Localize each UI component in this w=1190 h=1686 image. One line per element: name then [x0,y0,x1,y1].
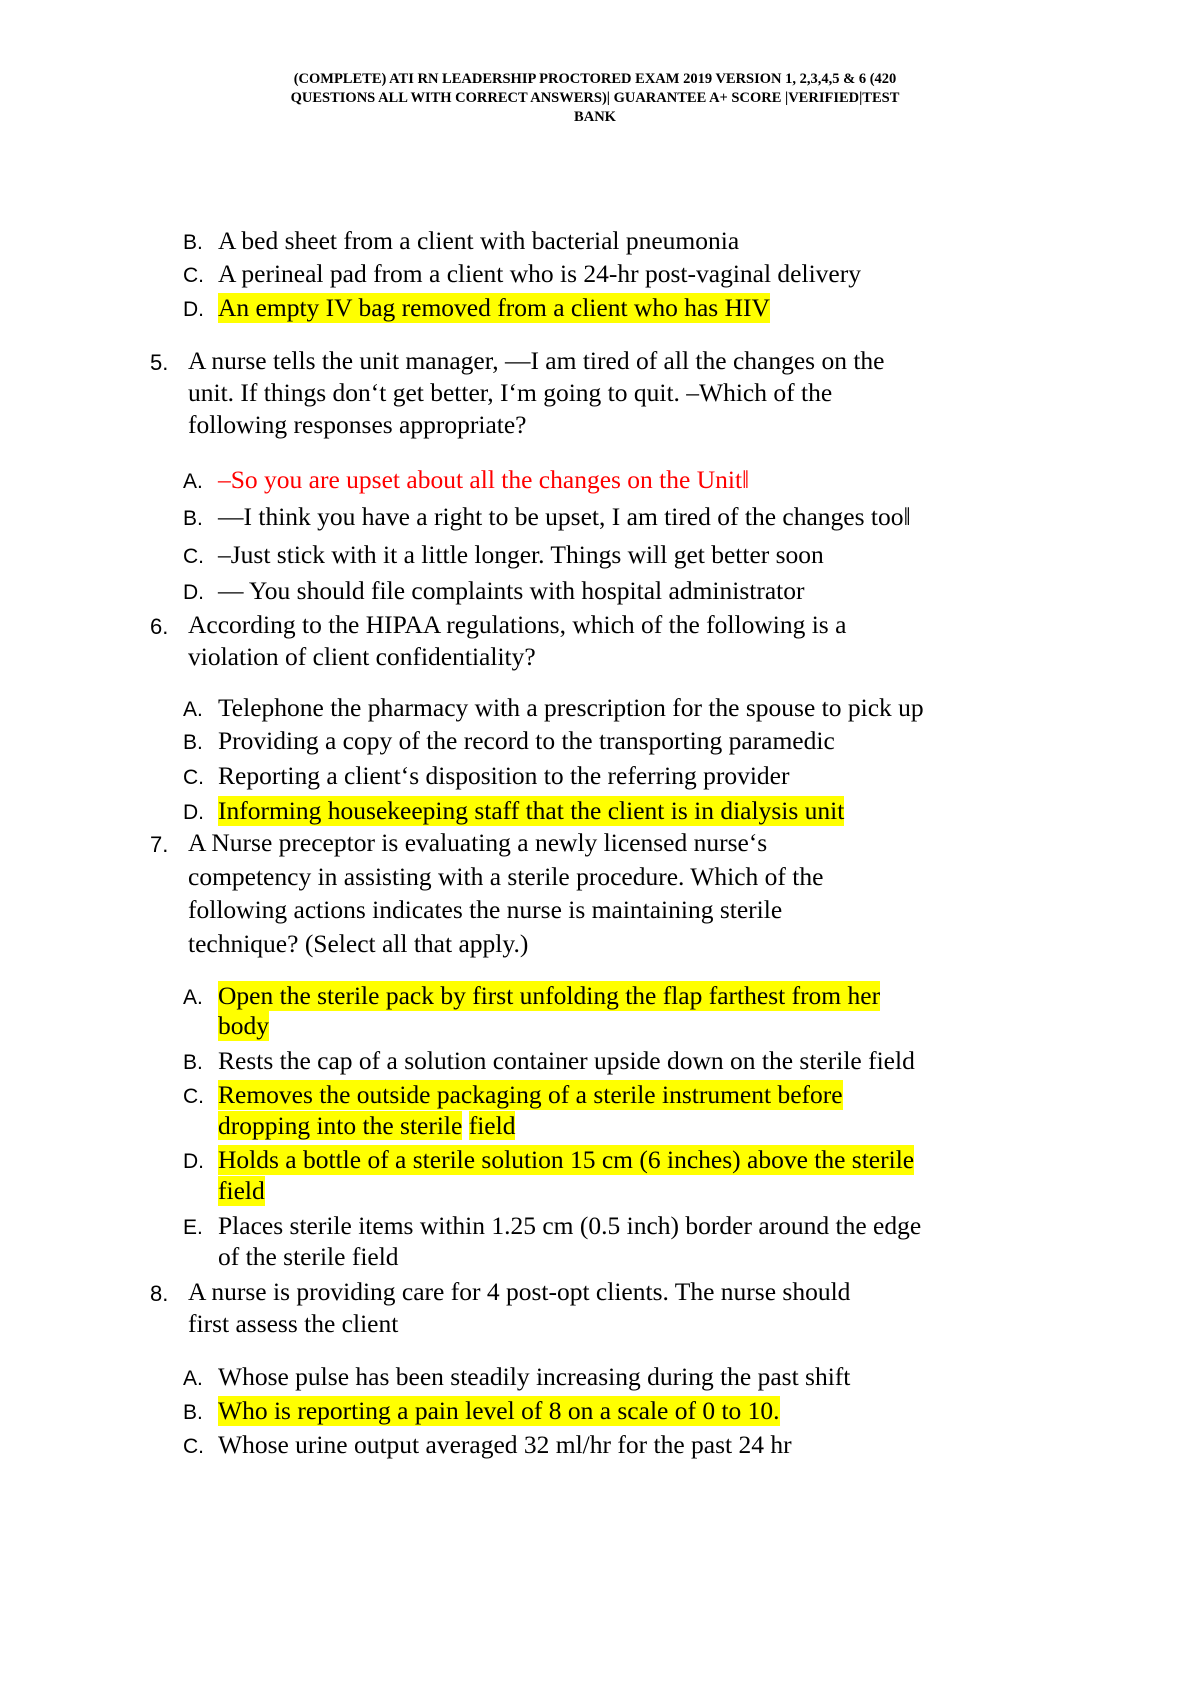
option-text: Whose pulse has been steadily increasing during the past shift [218,1362,851,1391]
option-letter: C. [183,264,204,287]
document-header [200,70,990,127]
option-letter: D. [183,581,204,604]
option-text: A bed sheet from a client with bacterial pneumonia [218,226,740,255]
option-text: Telephone the pharmacy with a prescription for the spouse to pick up [218,693,924,722]
option-text: of the sterile field [218,1242,399,1271]
option-text: A perineal pad from a client who is 24-hr post-vaginal delivery [218,259,861,288]
option-text: Rests the cap of a solution container upside down on the sterile field [218,1046,915,1075]
header-line-2: QUESTIONS ALL WITH CORRECT ANSWERS)| GUARANTEE A+ SCORE |VERIFIED|TEST [290,90,900,106]
highlighted-answer: body [218,1011,269,1040]
option-letter: B. [183,731,203,754]
option-letter: C. [183,1085,204,1108]
option-letter: B. [183,507,203,530]
option-letter: E. [183,1216,203,1239]
option-text: Whose urine output averaged 32 ml/hr for the past 24 hr [218,1430,792,1459]
highlighted-answer: field [218,1176,265,1205]
option-letter: B. [183,1401,203,1424]
option-letter: B. [183,231,203,254]
option-letter: B. [183,1051,203,1074]
correct-answer-text: –So you are upset about all the changes on the Unit‖ [218,465,750,494]
option-text: — You should file complaints with hospital administrator [218,576,805,605]
highlighted-answer: field [468,1111,516,1140]
question-number: 8. [150,1281,169,1306]
question-number: 6. [150,614,169,639]
option-letter: C. [183,1435,204,1458]
highlighted-answer: Open the sterile pack by first unfolding the flap farthest from her [218,981,881,1010]
option-text: –Just stick with it a little longer. Things will get better soon [218,540,824,569]
option-text: Places sterile items within 1.25 cm (0.5 inch) border around the edge [218,1211,922,1240]
option-letter: A. [183,698,203,721]
question-number: 5. [150,350,169,375]
highlighted-answer: Holds a bottle of a sterile solution 15 cm (6 inches) above the sterile [218,1145,915,1174]
highlighted-answer: An empty IV bag removed from a client who has HIV [218,293,770,322]
option-letter: A. [183,986,203,1009]
highlighted-answer: Removes the outside packaging of a sterile instrument before [218,1080,843,1109]
option-text: Providing a copy of the record to the transporting paramedic [218,726,835,755]
header-line-3: BANK [574,109,616,125]
option-letter: A. [183,1367,203,1390]
option-text: —I think you have a right to be upset, I am tired of the changes too‖ [218,502,911,531]
option-letter: A. [183,470,203,493]
option-letter: D. [183,1150,204,1173]
option-letter: D. [183,298,204,321]
highlighted-answer: Informing housekeeping staff that the client is in dialysis unit [218,796,845,825]
question-number: 7. [150,832,169,857]
option-letter: C. [183,545,204,568]
header-line-1: (COMPLETE) ATI RN LEADERSHIP PROCTORED EXAM 2019 VERSION 1, 2,3,4,5 & 6 (420 [293,71,897,87]
highlighted-answer: dropping into the sterile [218,1111,463,1140]
option-letter: C. [183,766,204,789]
highlighted-answer: Who is reporting a pain level of 8 on a scale of 0 to 10. [218,1396,780,1425]
option-letter: D. [183,801,204,824]
option-text: Reporting a client‘s disposition to the referring provider [218,761,790,790]
